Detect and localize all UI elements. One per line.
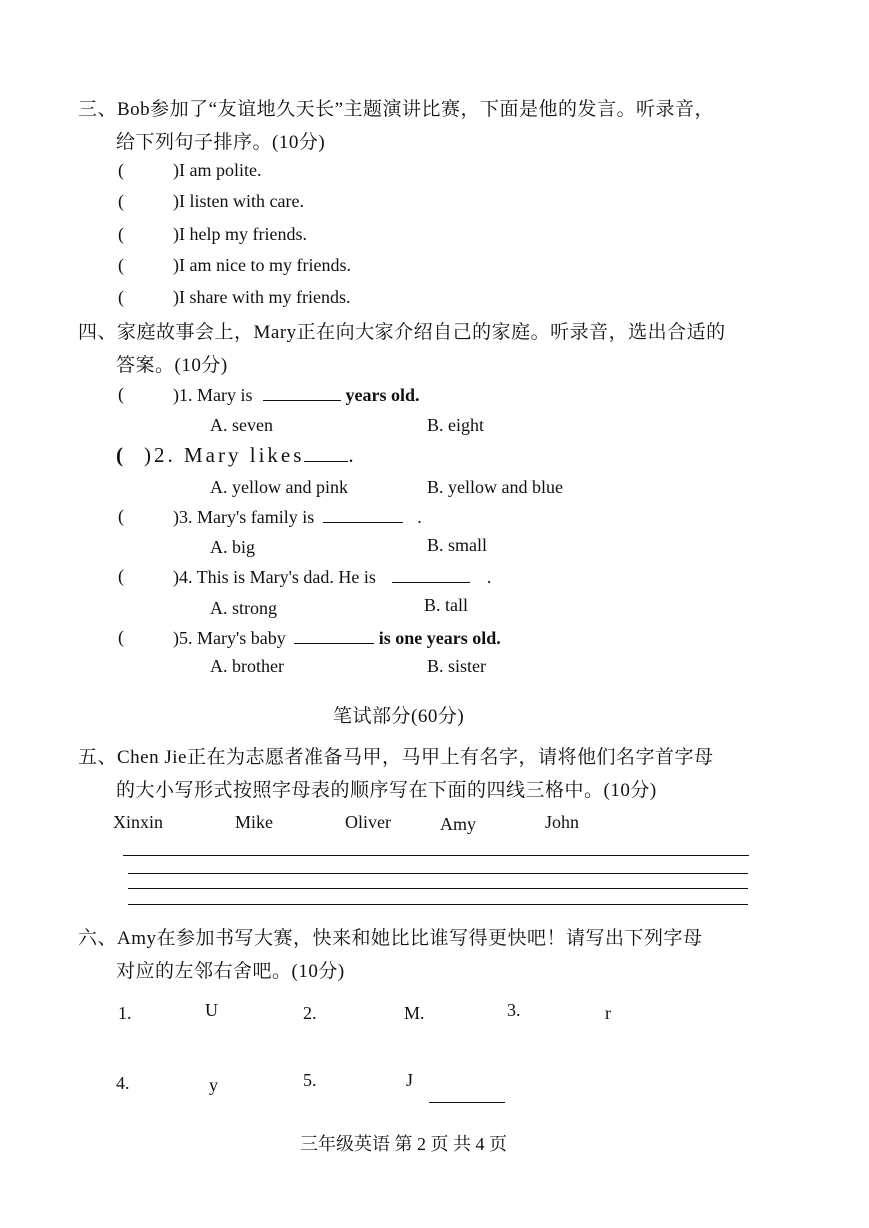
section4-title-cont: 答案。(10分): [116, 355, 228, 376]
item-number: 2.: [303, 1003, 317, 1023]
option-b: B. tall: [424, 595, 468, 615]
answer-blank[interactable]: [392, 566, 470, 583]
item-number: 1.: [118, 1003, 132, 1023]
question-3: [173, 506, 422, 528]
answer-paren: (: [118, 566, 124, 586]
name-label: Oliver: [345, 812, 391, 832]
sentence-4: )I am nice to my friends.: [173, 255, 351, 275]
question-3-after: .: [417, 507, 422, 527]
sentence-1: )I am polite.: [173, 160, 262, 180]
item-number: 3.: [507, 1000, 521, 1020]
question-1-after: years old.: [345, 385, 420, 405]
written-part-header: 笔试部分(60分): [333, 706, 465, 727]
section5-title: 五、Chen Jie正在为志愿者准备马甲，马甲上有名字，请将他们名字首字母: [78, 747, 714, 768]
question-2-after: .: [348, 443, 357, 467]
option-b: B. eight: [427, 415, 484, 435]
section6-title-cont: 对应的左邻右舍吧。(10分): [116, 961, 345, 982]
option-a: A. brother: [210, 656, 284, 676]
answer-paren: (: [118, 384, 124, 404]
answer-blank[interactable]: [323, 506, 403, 523]
question-1: [173, 384, 420, 406]
answer-paren: (: [118, 160, 124, 180]
answer-blank[interactable]: [429, 1102, 505, 1103]
letter: M.: [404, 1003, 425, 1023]
page-footer: 三年级英语 第 2 页 共 4 页: [300, 1134, 507, 1154]
section5-title-cont: 的大小写形式按照字母表的顺序写在下面的四线三格中。(10分): [116, 780, 657, 801]
letter: U: [205, 1000, 218, 1020]
question-4-text: )4. This is Mary's dad. He is: [173, 567, 376, 587]
question-1-text: )1. Mary is: [173, 385, 253, 405]
question-4-after: .: [486, 567, 492, 587]
answer-blank[interactable]: [294, 627, 374, 644]
option-a: A. seven: [210, 415, 273, 435]
grid-line: [128, 888, 748, 889]
name-label: Mike: [235, 812, 273, 832]
answer-paren: (: [118, 506, 124, 526]
sentence-3: )I help my friends.: [173, 224, 307, 244]
answer-paren: (: [118, 287, 124, 307]
option-a: A. yellow and pink: [210, 477, 348, 497]
letter: y: [209, 1075, 218, 1095]
option-a: A. strong: [210, 598, 277, 618]
answer-blank[interactable]: [263, 384, 341, 401]
item-number: 4.: [116, 1073, 130, 1093]
question-5: [173, 627, 501, 649]
section3-title: 三、Bob参加了“友谊地久天长”主题演讲比赛，下面是他的发言。听录音，: [78, 99, 715, 120]
question-2-text: )2. Mary likes: [144, 443, 305, 467]
name-label: John: [545, 812, 580, 832]
section6-title: 六、Amy在参加书写大赛，快来和她比比谁写得更快吧！请写出下列字母: [78, 928, 703, 949]
option-b: B. yellow and blue: [427, 477, 563, 497]
option-a: A. big: [210, 537, 255, 557]
answer-blank[interactable]: [304, 443, 348, 462]
letter: J: [406, 1070, 414, 1090]
question-5-text: )5. Mary's baby: [173, 628, 286, 648]
answer-paren: (: [118, 627, 124, 647]
section4-title: 四、家庭故事会上，Mary正在向大家介绍自己的家庭。听录音，选出合适的: [78, 322, 726, 343]
question-5-after: is one years old.: [378, 628, 501, 648]
sentence-2: )I listen with care.: [173, 191, 304, 211]
answer-paren: (: [116, 443, 126, 467]
question-2: [144, 443, 357, 468]
item-number: 5.: [303, 1070, 317, 1090]
answer-paren: (: [118, 255, 124, 275]
name-label: Xinxin: [113, 812, 164, 832]
sentence-5: )I share with my friends.: [173, 287, 351, 307]
letter: r: [605, 1003, 611, 1023]
grid-line: [123, 855, 749, 856]
option-b: B. sister: [427, 656, 487, 676]
grid-line: [128, 904, 748, 905]
option-b: B. small: [427, 535, 488, 555]
question-4: [173, 566, 491, 588]
name-label: Amy: [440, 814, 476, 834]
grid-line: [128, 873, 748, 874]
section3-title-cont: 给下列句子排序。(10分): [116, 132, 326, 153]
answer-paren: (: [118, 224, 124, 244]
question-3-text: )3. Mary's family is: [173, 507, 315, 527]
answer-paren: (: [118, 191, 124, 211]
